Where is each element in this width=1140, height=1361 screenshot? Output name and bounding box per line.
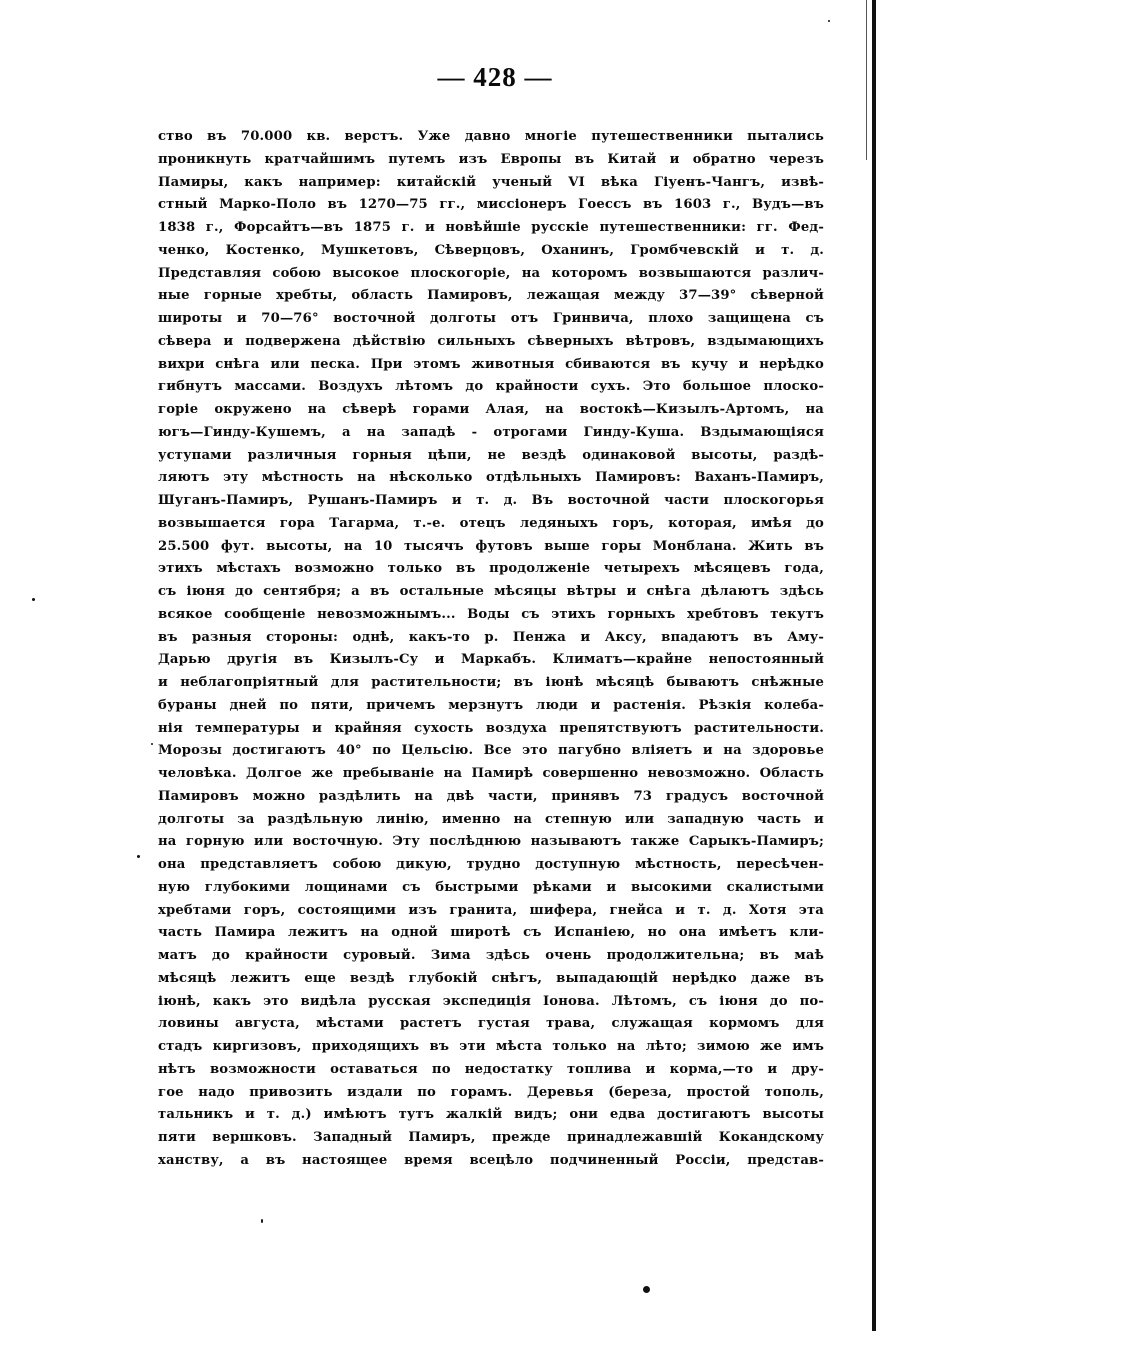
text-line: Представляя собою высокое плоскогоріе, на которомъ возвышаются различ- [158, 265, 824, 281]
text-line: человѣка. Долгое же пребываніе на Памирѣ совершенно невозможно. Область [158, 766, 824, 781]
text-line: югъ—Гинду-Кушемъ, а на западѣ - отрогами Гинду-Куша. Вздымающіяся [158, 424, 824, 440]
text-line: мѣсяцѣ лежитъ еще вездѣ глубокій снѣгъ, выпадающій нерѣдко даже въ [158, 970, 824, 986]
text-line: съ іюня до сентября; а въ остальные мѣсяцы вѣтры и снѣга дѣлаютъ здѣсь [158, 584, 824, 599]
text-line: 25.500 фут. высоты, на 10 тысячъ футовъ выше горы Монблана. Жить въ [158, 538, 824, 554]
page-number: — 428 — [437, 62, 553, 92]
text-line: ченко, Костенко, Мушкетовъ, Сѣверцовъ, Оханинъ, Громбчевскій и т. д. [158, 242, 824, 258]
ink-speck [137, 855, 140, 858]
text-line: возвышается гора Тагарма, т.-е. отецъ ледяныхъ горъ, которая, имѣя до [158, 515, 824, 531]
text-line: всякое сообщеніе невозможнымъ... Воды съ этихъ горныхъ хребтовъ текутъ [158, 606, 824, 622]
text-line: Морозы достигаютъ 40° по Цельсію. Все это пагубно вліяетъ и на здоровье [158, 743, 824, 759]
text-line: уступами различныя горныя цѣпи, не вездѣ одинаковой высоты, раздѣ- [158, 447, 824, 463]
text-line: гое надо привозить издали по горамъ. Деревья (береза, простой тополь, [158, 1084, 824, 1100]
body-text [158, 126, 824, 1173]
ink-speck [151, 743, 153, 745]
text-line: Памировъ можно раздѣлить на двѣ части, принявъ 73 градусъ восточной [158, 788, 824, 804]
text-line: ляютъ эту мѣстность на нѣсколько отдѣльныхъ Памировъ: Ваханъ-Памиръ, [158, 470, 824, 486]
text-line: стный Марко-Поло въ 1270—75 гг., миссіонеръ Гоессъ въ 1603 г., Вудъ—въ [158, 197, 824, 213]
text-line: ную глубокими лощинами съ быстрыми рѣками и высокими скалистыми [158, 879, 824, 895]
ink-speck [643, 1286, 650, 1293]
ink-speck [32, 598, 35, 601]
text-line: Памиры, какъ например: китайскій ученый VI вѣка Гіуенъ-Чангъ, извѣ- [158, 174, 824, 190]
text-line: долготы за раздѣльную линію, именно на степную или западную часть и [158, 811, 824, 827]
text-line: Дарью другія въ Кизылъ-Су и Маркабъ. Климатъ—крайне непостоянный [158, 652, 824, 668]
text-line: проникнуть кратчайшимъ путемъ изъ Европы въ Китай и обратно черезъ [158, 151, 824, 167]
text-line: ные горные хребты, область Памировъ, лежащая между 37—39° сѣверной [158, 288, 824, 304]
text-line: гибнутъ массами. Воздухъ лѣтомъ до крайности сухъ. Это большое плоско- [158, 379, 824, 395]
text-line: вихри снѣга или песка. При этомъ животныя сбиваются въ кучу и нерѣдко [158, 356, 824, 372]
text-line: на горную или восточную. Эту послѣднюю называютъ также Сарыкъ-Памиръ; [158, 834, 824, 850]
text-line: пяти вершковъ. Западный Памиръ, прежде принадлежавшій Кокандскому [158, 1130, 824, 1145]
text-line: широты и 70—76° восточной долготы отъ Гринвича, плохо защищена съ [158, 311, 824, 326]
text-line: ханству, а въ настоящее время всецѣло подчиненный Россіи, представ- [158, 1152, 824, 1168]
gutter-shadow-line [866, 0, 867, 160]
text-line: ство въ 70.000 кв. верстъ. Уже давно многіе путешественники пытались [158, 129, 824, 144]
page-edge-rule [872, 0, 876, 1331]
text-line: нѣтъ возможности оставаться по недостатку топлива и корма,—то и дру- [158, 1061, 824, 1077]
text-line: бураны дней по пяти, причемъ мерзнутъ люди и растенія. Рѣзкія колеба- [158, 697, 824, 713]
ink-speck [261, 1219, 263, 1223]
text-line: тальникъ и т. д.) имѣютъ тутъ жалкій видъ; они едва достигаютъ высоты [158, 1107, 824, 1123]
text-line: часть Памира лежитъ на одной широтѣ съ Испаніею, но она имѣетъ кли- [158, 925, 824, 941]
text-line: сѣвера и подвержена дѣйствію сильныхъ сѣверныхъ вѣтровъ, вздымающихъ [158, 333, 824, 349]
text-line: хребтами горъ, состоящими изъ гранита, шифера, гнейса и т. д. Хотя эта [158, 902, 824, 918]
text-line: ловины августа, мѣстами растетъ густая трава, служащая кормомъ для [158, 1016, 824, 1032]
text-line: нія температуры и крайняя сухость воздуха препятствуютъ растительности. [158, 720, 824, 736]
text-line: горіе окружено на сѣверѣ горами Алая, на востокѣ—Кизылъ-Артомъ, на [158, 402, 824, 417]
text-line: она представляетъ собою дикую, трудно доступную мѣстность, пересѣчен- [158, 857, 824, 872]
text-line: этихъ мѣстахъ возможно только въ продолженіе четырехъ мѣсяцевъ года, [158, 561, 824, 577]
text-line: матъ до крайности суровый. Зима здѣсь очень продолжительна; въ маѣ [158, 948, 824, 963]
text-line: іюнѣ, какъ это видѣла русская экспедиція Іонова. Лѣтомъ, съ іюня до по- [158, 993, 824, 1009]
ink-speck [828, 20, 830, 22]
text-line: въ разныя стороны: однѣ, какъ-то р. Пенжа и Аксу, впадаютъ въ Аму- [158, 629, 824, 645]
text-line: 1838 г., Форсайтъ—въ 1875 г. и новѣйшіе русскіе путешественники: гг. Фед- [158, 220, 824, 235]
text-line: и неблагопріятный для растительности; въ іюнѣ мѣсяцѣ бываютъ снѣжные [158, 675, 824, 690]
text-line: Шуганъ-Памиръ, Рушанъ-Памиръ и т. д. Въ восточной части плоскогорья [158, 493, 824, 508]
text-line: стадъ киргизовъ, приходящихъ въ эти мѣста только на лѣто; зимою же имъ [158, 1039, 824, 1054]
